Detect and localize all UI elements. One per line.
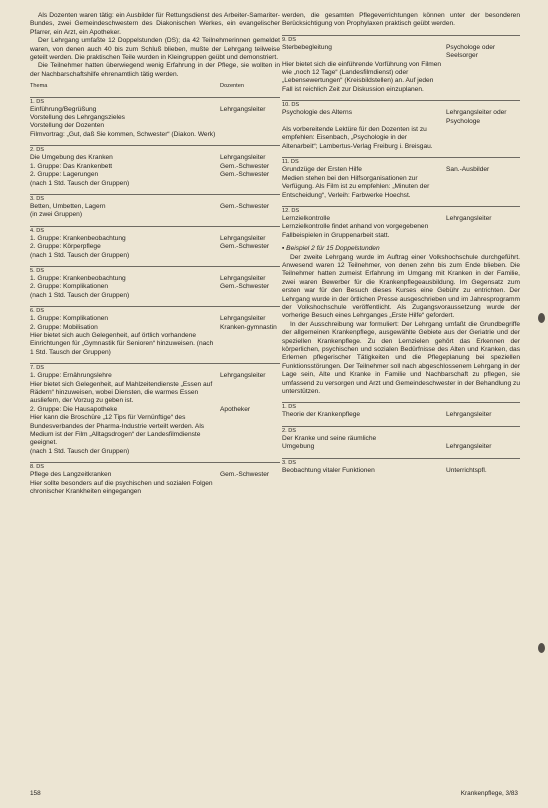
intro-paragraph: Der Lehrgang umfaßte 12 Doppelstunden (DS); da 42 Teilnehmerinnen gemeldet waren, von denen auch 40 bis zum Schluß blieben, mußte der Lehrgang teilweise geteilt werden. Die praktischen Teile wurden in Kleingruppen geübt und demonstriert. [30, 37, 280, 62]
session-code: 7. DS [30, 365, 44, 372]
session-code: 8. DS [30, 464, 44, 471]
session-topic: Hier kann die Broschüre „12 Tips für Vernünftige“ des Bundesverbandes der Pharma-Industrie verteilt werden. Als Medium ist der Film „Alltagsdrogen“ der Landesfilmdienste geeignet. [30, 414, 205, 447]
session-topic: 2. Gruppe: Die Hausapotheke [30, 405, 118, 413]
session-topic: Filmvortrag: „Gut, daß Sie kommen, Schwester“ (Diakon. Werk) [30, 130, 216, 138]
session-topic: 2. Gruppe: Mobilisation [30, 323, 98, 331]
session-lecturer: Gem.-Schwester [220, 243, 270, 251]
session-topic: Umgebung [282, 443, 315, 451]
session-lecturer: Apotheker [220, 405, 251, 413]
session-code: 11. DS [282, 159, 299, 166]
left-column [30, 12, 280, 496]
session-topic: Hier bietet sich die einführende Vorführung von Filmen wie „noch 12 Tage“ (Landesfilmdienst) oder „Lebensewertungen“ (Kreisbildstellen) an. Auf jeden Fall ist reichlich Zeit zur Diskussion einzuplanen. [282, 60, 442, 93]
session-topic: Einführung/Begrüßung [30, 105, 97, 113]
session-block [30, 363, 280, 456]
session-code: 6. DS [30, 308, 44, 315]
session-code: 4. DS [30, 227, 44, 234]
session-block [30, 462, 280, 496]
session-topic: 1. Gruppe: Krankenbeobachtung [30, 234, 126, 242]
session-topic: 2. Gruppe: Komplikationen [30, 283, 109, 291]
session-block [282, 402, 520, 419]
session-row [282, 443, 520, 451]
session-row [30, 283, 280, 291]
session-topic: (nach 1 Std. Tausch der Gruppen) [30, 251, 130, 259]
session-row [282, 435, 520, 443]
session-topic: Psychologie des Alterns [282, 109, 353, 117]
session-lecturer: Gem.-Schwester [220, 162, 270, 170]
session-code: 2. DS [282, 427, 296, 434]
session-block [282, 206, 520, 240]
session-code: 12. DS [282, 207, 300, 214]
session-code: 3. DS [282, 459, 296, 466]
left-session-list [30, 97, 280, 497]
session-topic: (nach 1 Std. Tausch der Gruppen) [30, 179, 130, 187]
session-topic: Hier bietet sich Gelegenheit, auf Mahlzeitendienste „Essen auf Rädern“ hinzuweisen, wobei Diensten, die warmes Essen ausliefern, der Vorzug zu geben ist. [30, 380, 213, 405]
session-topic: Theorie der Krankenpflege [282, 411, 361, 419]
session-row [30, 114, 280, 122]
session-topic: Als vorbereitende Lektüre für den Dozenten ist zu empfehlen: Eisenbach, „Psychologie in der Altenarbeit“; Lambertus-Verlag Freiburg i. Breisgau. [282, 126, 433, 150]
session-lecturer: Lehrgangsleiter [220, 315, 266, 323]
session-topic: Vorstellung des Lehrgangszieles [30, 114, 125, 122]
left-intro [30, 12, 280, 79]
session-row [30, 252, 280, 260]
session-row [30, 414, 280, 448]
session-row [282, 411, 520, 419]
session-row [30, 315, 280, 323]
session-row [30, 292, 280, 300]
session-lecturer: Lehrgangsleiter [220, 274, 266, 282]
session-lecturer [220, 114, 280, 122]
session-lecturer [220, 381, 280, 406]
session-lecturer [220, 292, 280, 300]
session-topic: Die Umgebung des Kranken [30, 154, 113, 162]
session-topic: Medien stehen bei den Hilfsorganisationen zur Verfügung. Als Film ist zu empfehlen: „Minuten der Entscheidung“, Verleih: Farbwerke Hoechst. [282, 174, 430, 199]
session-row [30, 381, 280, 406]
example2-paragraph: In der Ausschreibung war formuliert: Der Lehrgang umfaßt die Grundbegriffe der allgemeinen Krankenpflege, ausgewählte Gebiete aus der Geriatrie und der speziellen Krankenpflege. Zu den Lernzielen gehört das Erkennen der körperlichen, psychischen und sozialen Bedürfnisse des Alten und Kranken, das Erlernen pflegerischer Tätigkeiten und die Pflegeplanung bei speziellen Funktionsstörungen. Der Teilnehmer soll nach abgeschlossenem Lehrgang in der Lage sein, Alte und Kranke in Familie und Nachbarschaft zu pflegen, sie umfassend zu versorgen und Arzt und Gemeindeschwester in der Behandlung zu unterstützen. [282, 320, 520, 396]
session-row [30, 471, 280, 479]
journal-reference: Krankenpflege, 3/83 [460, 790, 518, 797]
session-lecturer: Lehrgangsleiter [220, 154, 266, 162]
session-lecturer [220, 332, 280, 357]
session-code: 3. DS [30, 195, 44, 202]
example2-heading-text: Beispiel 2 für 15 Doppelstunden [286, 245, 380, 253]
session-row [30, 203, 280, 211]
session-code: 2. DS [30, 147, 44, 154]
session-lecturer [220, 180, 280, 188]
session-lecturer [446, 61, 520, 95]
session-lecturer: Lehrgangsleiter [220, 234, 266, 242]
session-row [30, 211, 280, 219]
session-row [30, 243, 280, 251]
session-lecturer [220, 131, 280, 139]
session-topic: 1. Gruppe: Krankenbeobachtung [30, 274, 126, 282]
example2-paragraph: Der zweite Lehrgang wurde im Auftrag einer Volkshochschule durchgeführt. Anwesend waren 12 Teilnehmer, von denen zehn bis zum Ende blieben. Die Teilnehmer hatten zumeist Erfahrung im Umgang mit Kranken in der Familie, zwei waren Bewerber für die Krankenpflegeausbildung. Im Gegensatz zum ersten war für den Besuch dieses Kurses eine Gebühr zu entrichten. Der Lehrgang wurde in der örtlichen Presse ausgeschrieben und im Jahresprogramm der Volkshochschule veröffentlicht. Als Zugangsvoraussetzung wurde der vorherige Besuch eines Lehrganges „Erste Hilfe“ gefordert. [282, 253, 520, 320]
session-row [282, 126, 520, 151]
session-row [30, 180, 280, 188]
session-topic: 1. Gruppe: Das Krankenbett [30, 162, 113, 170]
session-topic: Pflege des Langzeitkranken [30, 471, 112, 479]
session-lecturer [446, 223, 520, 240]
session-topic: 1. Gruppe: Komplikationen [30, 315, 109, 323]
session-topic: 2. Gruppe: Körperpflege [30, 243, 101, 251]
session-lecturer [446, 435, 520, 443]
session-block [30, 306, 280, 357]
intro-paragraph: Die Teilnehmer hatten überwiegend wenig Erfahrung in der Pflege, sie wollten in der Nachbarschaftshilfe ehrenamtlich tätig werden. [30, 62, 280, 78]
session-lecturer: San.-Ausbilder [446, 166, 490, 174]
session-row [30, 448, 280, 456]
example2-heading: ▪ Beispiel 2 für 15 Doppelstunden [282, 245, 380, 253]
header-topic: Thema [30, 83, 48, 90]
session-code: 1. DS [282, 404, 296, 411]
session-row [30, 235, 280, 243]
session-topic: Der Kranke und seine räumliche [282, 434, 377, 442]
session-topic: Hier sollte besonders auf die psychischen und sozialen Folgen chronischer Krankheiten eingegangen [30, 479, 213, 496]
continuation-paragraph: werden, die gesamten Pflegeverrichtungen können unter der besonderen Berücksichtigung von Prophylaxen praktisch geübt werden. [282, 12, 520, 28]
session-lecturer [446, 175, 520, 200]
session-row [282, 109, 520, 126]
session-block [30, 145, 280, 188]
session-topic: Grundzüge der Ersten Hilfe [282, 166, 362, 174]
session-row [282, 175, 520, 200]
intro-paragraph: Als Dozenten waren tätig: ein Ausbilder für Rettungsdienst des Arbeiter-Samariter-Bundes, zwei Gemeindeschwestern des Diakonischen Werkes, ein evangelischer Pfarrer, ein Arzt, ein Apotheker. [30, 12, 280, 36]
session-row [30, 275, 280, 283]
session-lecturer: Lehrgangsleiter oder Psychologe [446, 109, 507, 125]
session-lecturer: Lehrgangsleiter [220, 105, 266, 113]
session-topic: (nach 1 Std. Tausch der Gruppen) [30, 447, 130, 455]
session-topic: (in zwei Gruppen) [30, 211, 83, 219]
example2-session-list [282, 402, 520, 475]
session-lecturer [220, 211, 280, 219]
session-lecturer: Psychologe oder Seelsorger [446, 43, 496, 60]
right-session-list [282, 35, 520, 240]
session-lecturer [220, 480, 280, 497]
session-lecturer: Lehrgangsleiter [446, 411, 492, 419]
session-topic: Vorstellung der Dozenten [30, 122, 105, 130]
session-topic: 2. Gruppe: Lagerungen [30, 171, 99, 179]
page-number: 158 [30, 790, 41, 797]
session-lecturer: Gem.-Schwester [220, 471, 270, 479]
session-row [30, 131, 280, 139]
session-row [30, 480, 280, 497]
session-block [30, 226, 280, 260]
session-topic: (nach 1 Std. Tausch der Gruppen) [30, 291, 130, 299]
session-row [30, 122, 280, 130]
session-row [30, 372, 280, 380]
session-row [282, 223, 520, 240]
session-row [30, 154, 280, 162]
session-topic: Lernzielkontrolle [282, 214, 331, 222]
session-lecturer [220, 448, 280, 456]
session-lecturer [220, 122, 280, 130]
session-block [30, 266, 280, 300]
table-header [30, 82, 280, 90]
session-lecturer: Unterrichtspfl. [446, 466, 487, 474]
header-lecturers: Dozenten [220, 83, 244, 90]
session-block [30, 194, 280, 220]
session-topic: Betten, Umbetten, Lagern [30, 202, 106, 210]
session-block [282, 157, 520, 200]
session-block [30, 97, 280, 140]
session-block [282, 458, 520, 475]
session-lecturer [446, 126, 520, 151]
session-row [30, 324, 280, 332]
session-code: 1. DS [30, 98, 44, 105]
session-topic: Sterbebegleitung [282, 43, 332, 51]
session-topic: Hier bietet sich auch Gelegenheit, auf örtlich vorhandene Einrichtungen für „Gymnastik für Senioren“ hinzuweisen. (nach 1 Std. Tausch der Gruppen) [30, 331, 214, 356]
session-block [282, 426, 520, 452]
session-lecturer: Gem.-Schwester [220, 283, 270, 291]
session-block [282, 35, 520, 94]
session-lecturer: Kranken-gymnastin [220, 323, 277, 331]
session-row [282, 61, 520, 95]
right-column [282, 12, 520, 475]
binder-hole [538, 643, 545, 653]
session-lecturer: Lehrgangsleiter [446, 443, 492, 451]
session-topic: Beobachtung vitaler Funktionen [282, 466, 375, 474]
session-topic: 1. Gruppe: Ernährungslehre [30, 372, 112, 380]
session-lecturer: Gem.-Schwester [220, 171, 270, 179]
session-code: 10. DS [282, 102, 300, 109]
session-lecturer: Gem.-Schwester [220, 202, 270, 210]
session-lecturer [220, 414, 280, 448]
session-lecturer: Lehrgangsleiter [220, 372, 266, 380]
session-row [30, 171, 280, 179]
session-topic: Lernzielkontrolle findet anhand von vorgegebenen Fallbeispielen in Gruppenarbeit statt. [282, 223, 429, 239]
session-row [282, 467, 520, 475]
session-row [30, 163, 280, 171]
session-lecturer: Lehrgangsleiter [446, 214, 492, 222]
session-row [282, 44, 520, 61]
session-row [282, 166, 520, 174]
session-block [282, 100, 520, 151]
session-row [30, 332, 280, 357]
session-row [282, 215, 520, 223]
session-row [30, 406, 280, 414]
session-lecturer [220, 252, 280, 260]
binder-hole [538, 313, 545, 323]
session-code: 9. DS [282, 36, 296, 43]
session-code: 5. DS [30, 267, 44, 274]
session-row [30, 106, 280, 114]
